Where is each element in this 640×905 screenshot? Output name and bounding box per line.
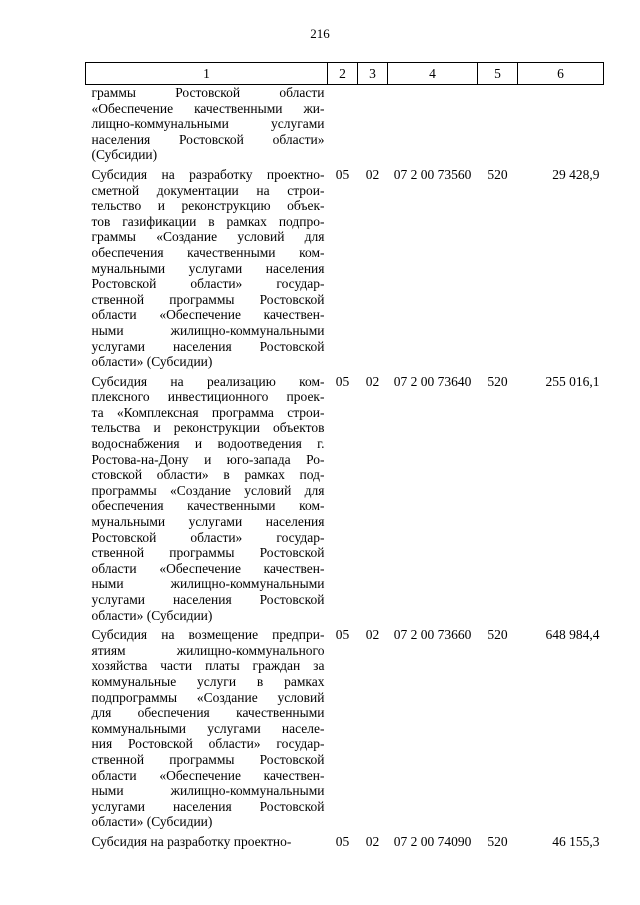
subsection-code: 02 <box>365 373 380 389</box>
description-line: области» (Субсидии) <box>91 354 213 370</box>
description-line: граммы «Создание условий для <box>91 229 325 245</box>
header-col-6: 6 <box>518 63 604 85</box>
description-line: ными жилищно-коммунальными <box>91 576 325 592</box>
target-article-code: 07 2 00 73560 <box>393 166 472 182</box>
table-row <box>86 370 604 624</box>
subsection-code: 02 <box>365 166 380 182</box>
row-description <box>86 623 328 830</box>
description-line: тельства и реконструкции объектов <box>91 420 325 436</box>
description-line: «Обеспечение качественными жи- <box>91 100 325 116</box>
description-line: лищно-коммунальными услугами <box>91 116 325 132</box>
amount: 29 428,9 <box>552 166 600 182</box>
description-line: водоснабжения и водоотведения г. <box>91 436 325 452</box>
expense-type-code: 520 <box>487 833 508 849</box>
description-line: граммы Ростовской области <box>91 85 325 100</box>
description-line: Ростовской области» государ- <box>91 276 325 292</box>
row-description <box>86 830 328 850</box>
description-line: ственной программы Ростовской <box>91 545 325 561</box>
table-row <box>86 163 604 370</box>
description-line: сметной документации на строи- <box>91 182 325 198</box>
description-line: (Субсидии) <box>91 147 158 163</box>
target-article-code: 07 2 00 74090 <box>393 833 472 849</box>
description-line: Ростова-на-Дону и юго-запада Ро- <box>91 451 325 467</box>
description-line: области «Обеспечение качествен- <box>91 560 325 576</box>
expense-type-code: 520 <box>487 166 508 182</box>
description-line: населения Ростовской области» <box>91 131 325 147</box>
amount: 648 984,4 <box>545 627 600 643</box>
description-line: подпрограммы «Создание условий <box>91 689 325 705</box>
description-line: ными жилищно-коммунальными <box>91 783 325 799</box>
table-row <box>86 623 604 830</box>
subsection-code: 02 <box>365 833 380 849</box>
description-line: тельство и реконструкцию объек- <box>91 198 325 214</box>
description-line: коммунальными услугами населе- <box>91 720 325 736</box>
expense-type-code: 520 <box>487 373 508 389</box>
description-line: программы «Создание условий для <box>91 482 325 498</box>
continuation-row <box>86 85 604 163</box>
table-row <box>86 830 604 850</box>
description-line: обеспечения качественными ком- <box>91 244 325 260</box>
description-line: области «Обеспечение качествен- <box>91 307 325 323</box>
description-line: мунальными услугами населения <box>91 514 325 530</box>
continuation-description <box>86 85 328 163</box>
section-code: 05 <box>335 627 350 643</box>
description-line: для обеспечения качественными <box>91 705 325 721</box>
description-line: области» (Субсидии) <box>91 607 213 623</box>
description-line: стовской области» в рамках под- <box>91 467 325 483</box>
description-line: Субсидия на реализацию ком- <box>91 373 325 389</box>
row-description <box>86 163 328 370</box>
section-code: 05 <box>335 833 350 849</box>
description-line: та «Комплексная программа строи- <box>91 404 325 420</box>
header-col-1: 1 <box>86 63 328 85</box>
description-line: ственной программы Ростовской <box>91 751 325 767</box>
description-line: услугами населения Ростовской <box>91 798 325 814</box>
description-line: услугами населения Ростовской <box>91 338 325 354</box>
section-code: 05 <box>335 166 350 182</box>
table-body <box>86 85 604 850</box>
header-col-4: 4 <box>388 63 478 85</box>
header-col-2: 2 <box>328 63 358 85</box>
description-line: ными жилищно-коммунальными <box>91 322 325 338</box>
description-line: Субсидия на разработку проектно- <box>91 833 292 849</box>
header-col-5: 5 <box>478 63 518 85</box>
table-header-row <box>86 63 604 85</box>
target-article-code: 07 2 00 73660 <box>393 627 472 643</box>
description-line: ственной программы Ростовской <box>91 291 325 307</box>
subsection-code: 02 <box>365 627 380 643</box>
description-line: ния Ростовской области» государ- <box>91 736 325 752</box>
description-line: плексного инвестиционного проек- <box>91 389 325 405</box>
header-col-3: 3 <box>358 63 388 85</box>
description-line: Субсидия на возмещение предпри- <box>91 627 325 643</box>
page-number: 216 <box>310 26 330 41</box>
budget-table <box>85 62 604 850</box>
description-line: коммунальные услуги в рамках <box>91 673 325 689</box>
row-description <box>86 370 328 624</box>
amount: 255 016,1 <box>545 373 600 389</box>
target-article-code: 07 2 00 73640 <box>393 373 472 389</box>
description-line: тов газификации в рамках подпро- <box>91 213 325 229</box>
description-line: Субсидия на разработку проектно- <box>91 166 325 182</box>
description-line: Ростовской области» государ- <box>91 529 325 545</box>
description-line: мунальными услугами населения <box>91 260 325 276</box>
description-line: области «Обеспечение качествен- <box>91 767 325 783</box>
description-line: обеспечения качественными ком- <box>91 498 325 514</box>
section-code: 05 <box>335 373 350 389</box>
amount: 46 155,3 <box>552 833 600 849</box>
description-line: услугами населения Ростовской <box>91 592 325 607</box>
description-line: области» (Субсидии) <box>91 814 213 830</box>
expense-type-code: 520 <box>487 627 508 643</box>
description-line: ятиям жилищно-коммунального <box>91 642 325 658</box>
description-line: хозяйства части платы граждан за <box>91 658 325 674</box>
